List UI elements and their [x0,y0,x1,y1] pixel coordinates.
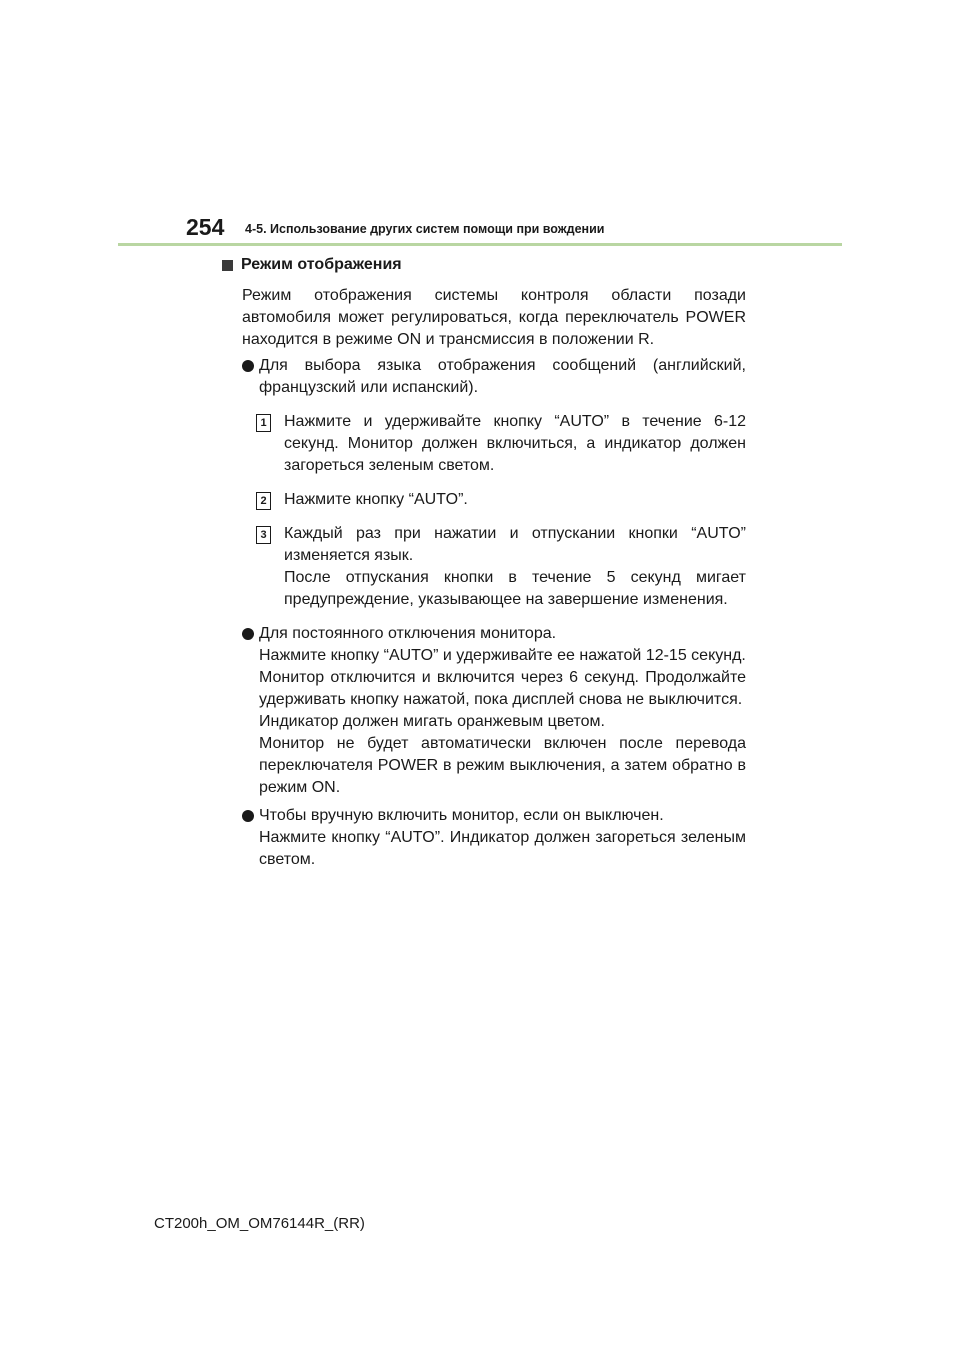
step-text: Нажмите и удерживайте кнопку “AUTO” в течение 6-12 секунд. Монитор должен включиться, а индикатор должен загореться зеленым светом. [284,413,746,474]
intro-paragraph: Режим отображения системы контроля области позади автомобиля может регулироваться, когда переключатель POWER находится в режиме ON и трансмиссия в положении R. [242,287,746,348]
bullet-dot-icon [242,805,259,827]
footer-doc-code: CT200h_OM_OM76144R_(RR) [154,1215,365,1232]
bullet-body [259,355,746,617]
step-number-badge: 2 [256,492,271,510]
bullet-body [259,623,746,799]
square-bullet-icon [222,260,233,271]
bullet-item [242,623,746,799]
step-item [259,411,746,477]
page-number: 254 [186,214,225,240]
step-list [259,411,746,611]
main-content [222,254,746,877]
step-item [259,489,746,511]
subheading-text: Режим отображения [241,256,402,273]
bullet-item [242,805,746,871]
bullet-paragraph: Монитор отключится и включится через 6 секунд. Продолжайте удерживать кнопку нажатой, пока дисплей снова не выключится. [259,669,746,708]
bullet-paragraph: Индикатор должен мигать оранжевым цветом. [259,713,605,730]
bullet-body [259,805,746,871]
bullet-text: Чтобы вручную включить монитор, если он выключен. [259,807,664,824]
bullet-item [242,355,746,617]
step-text: Нажмите кнопку “AUTO”. [284,491,468,508]
bullet-text: Для постоянного отключения монитора. [259,625,557,642]
bullet-paragraph: Монитор не будет автоматически включен после перевода переключателя POWER в режим выключения, а затем обратно в режим ON. [259,735,746,796]
bullet-dot-icon [242,623,259,645]
step-item [259,523,746,611]
step-body [284,523,746,611]
bullet-dot-icon [242,355,259,377]
step-number-badge: 1 [256,414,271,432]
subheading [222,254,746,276]
step-text-continued: После отпускания кнопки в течение 5 секунд мигает предупреждение, указывающее на завершение изменения. [284,569,746,608]
bullet-paragraph: Нажмите кнопку “AUTO”. Индикатор должен загореться зеленым светом. [259,829,746,868]
step-text: Каждый раз при нажатии и отпускании кнопки “AUTO” изменяется язык. [284,525,746,564]
header-rule [118,243,842,246]
bullet-paragraph: Нажмите кнопку “AUTO” и удерживайте ее нажатой 12-15 секунд. [259,647,746,664]
bullet-text: Для выбора языка отображения сообщений (английский, французский или испанский). [259,357,746,396]
section-title: 4-5. Использование других систем помощи при вождении [245,222,605,236]
step-number-badge: 3 [256,526,271,544]
